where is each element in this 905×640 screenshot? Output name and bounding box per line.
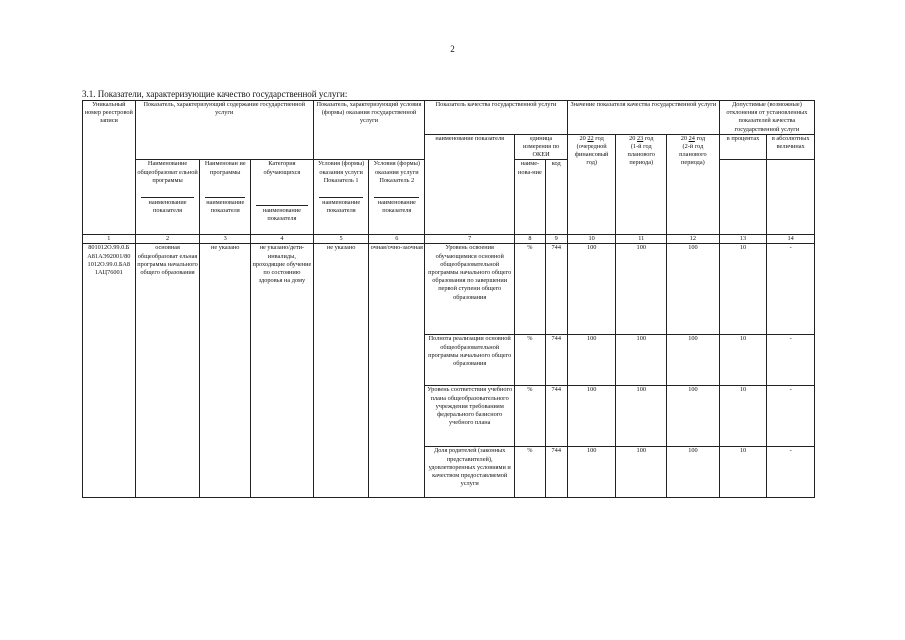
column-numbers-row	[83, 235, 815, 244]
sub-header-program: Наименование общеобразоват ельной программы наименование показателя	[135, 160, 200, 235]
indicator-value-2: 100	[616, 447, 667, 498]
indicator-name: Полнота реализации основной общеобразовательной программы начального общего образования	[425, 335, 515, 386]
indicator-value-1: 100	[567, 335, 616, 386]
header-deviation-percent: в процентах	[719, 134, 767, 160]
indicator-unit: %	[515, 335, 545, 386]
record-condition-1: не указано	[313, 244, 369, 498]
indicator-name: Уровень освоения обучающимися основной общеобразовательной программы начального общего образования по завершении первой ступени общего образования	[425, 244, 515, 335]
sub-header-unit-name: наиме-нова-ние	[515, 160, 545, 235]
sub-header-unit-code: код	[545, 160, 567, 235]
indicator-name: Доля родителей (законных представителей), удовлетворенных условиями и качеством предоставляемой услуги	[425, 447, 515, 498]
sub-header-condition-1: Условия (формы) оказания услуги Показатель 1 наименование показателя	[313, 160, 369, 235]
record-category: не указано/дети-инвалиды, проходящие обучение по состоянию здоровья на дому	[251, 244, 314, 498]
quality-indicators-table	[82, 100, 815, 498]
indicator-code: 744	[545, 386, 567, 447]
header-year-3: 20 24 год (2-й год планового периода)	[667, 134, 720, 235]
record-id: 801012О.99.0.Б А81АЭ92001/80 1012О.99.0.БА8 1АЦ76001	[83, 244, 136, 498]
table-row	[83, 244, 815, 335]
header-indicator-name: наименование показателя	[425, 134, 515, 235]
indicator-value-3: 100	[667, 386, 720, 447]
indicator-value-3: 100	[667, 244, 720, 335]
indicator-unit: %	[515, 386, 545, 447]
col-number: 3	[200, 235, 251, 244]
record-condition-2: очная/очно-заочная	[369, 244, 425, 498]
col-number: 12	[667, 235, 720, 244]
col-number: 10	[567, 235, 616, 244]
header-deviation-absolute: в абсолютных величинах	[767, 134, 815, 160]
indicator-unit: %	[515, 447, 545, 498]
indicator-deviation-percent: 10	[719, 244, 767, 335]
header-conditions-indicator: Показатель, характеризующий условия (формы) оказания государственной услуги	[313, 101, 424, 135]
col-number: 2	[135, 235, 200, 244]
indicator-deviation-percent: 10	[719, 386, 767, 447]
indicator-name: Уровень соответствия учебного плана общеобразовательного учреждения требованиям федерального базисного учебного плана	[425, 386, 515, 447]
header-year-1: 20 22 год (очередной финансовый год)	[567, 134, 616, 235]
page-number: 2	[450, 44, 455, 54]
indicator-deviation-percent: 10	[719, 447, 767, 498]
header-quality-indicator: Показатель качества государственной услуги	[425, 101, 568, 135]
indicator-value-2: 100	[616, 244, 667, 335]
header-content-spacer	[135, 134, 313, 160]
indicator-deviation-absolute: -	[767, 386, 815, 447]
header-quality-values: Значение показателя качества государственной услуги	[567, 101, 719, 135]
col-number: 4	[251, 235, 314, 244]
col-number: 6	[369, 235, 425, 244]
indicator-value-2: 100	[616, 335, 667, 386]
col-number: 8	[515, 235, 545, 244]
indicator-value-1: 100	[567, 244, 616, 335]
indicator-value-1: 100	[567, 447, 616, 498]
indicator-deviation-absolute: -	[767, 447, 815, 498]
record-program: основная общеобразоват ельная программа начального общего образования	[135, 244, 200, 498]
indicator-code: 744	[545, 335, 567, 386]
sub-header-category: Категория обучающихся наименование показателя	[251, 160, 314, 235]
indicator-deviation-absolute: -	[767, 244, 815, 335]
header-deviations: Допустимые (возможные) отклонения от установленных показателей качества государственной услуги	[719, 101, 814, 135]
indicator-value-3: 100	[667, 335, 720, 386]
header-year-2: 20 23 год (1-й год планового периода)	[616, 134, 667, 235]
indicator-unit: %	[515, 244, 545, 335]
indicator-code: 744	[545, 447, 567, 498]
header-content-indicator: Показатель, характеризующий содержание государственной услуги	[135, 101, 313, 135]
header-unit-okei: единица измерения по ОКЕИ	[515, 134, 568, 160]
sub-header-condition-2: Условия (формы) оказания услуги Показатель 2 наименование показателя	[369, 160, 425, 235]
col-number: 7	[425, 235, 515, 244]
col-number: 1	[83, 235, 136, 244]
col-number: 14	[767, 235, 815, 244]
col-number: 5	[313, 235, 369, 244]
sub-header-program-name: Наименован ие программы наименование показателя	[200, 160, 251, 235]
col-number: 9	[545, 235, 567, 244]
header-record-number: Уникальный номер реестровой записи	[83, 101, 136, 235]
record-program-name: не указано	[200, 244, 251, 498]
section-title: 3.1. Показатели, характеризующие качество государственной услуги:	[82, 89, 348, 99]
header-row-2	[83, 134, 815, 160]
sub-header-deviation-percent-empty	[719, 160, 767, 235]
sub-header-deviation-absolute-empty	[767, 160, 815, 235]
indicator-value-2: 100	[616, 386, 667, 447]
header-row-1	[83, 101, 815, 135]
indicator-code: 744	[545, 244, 567, 335]
indicator-deviation-percent: 10	[719, 335, 767, 386]
header-conditions-spacer	[313, 134, 424, 160]
col-number: 11	[616, 235, 667, 244]
col-number: 13	[719, 235, 767, 244]
indicator-value-3: 100	[667, 447, 720, 498]
indicator-value-1: 100	[567, 386, 616, 447]
indicator-deviation-absolute: -	[767, 335, 815, 386]
